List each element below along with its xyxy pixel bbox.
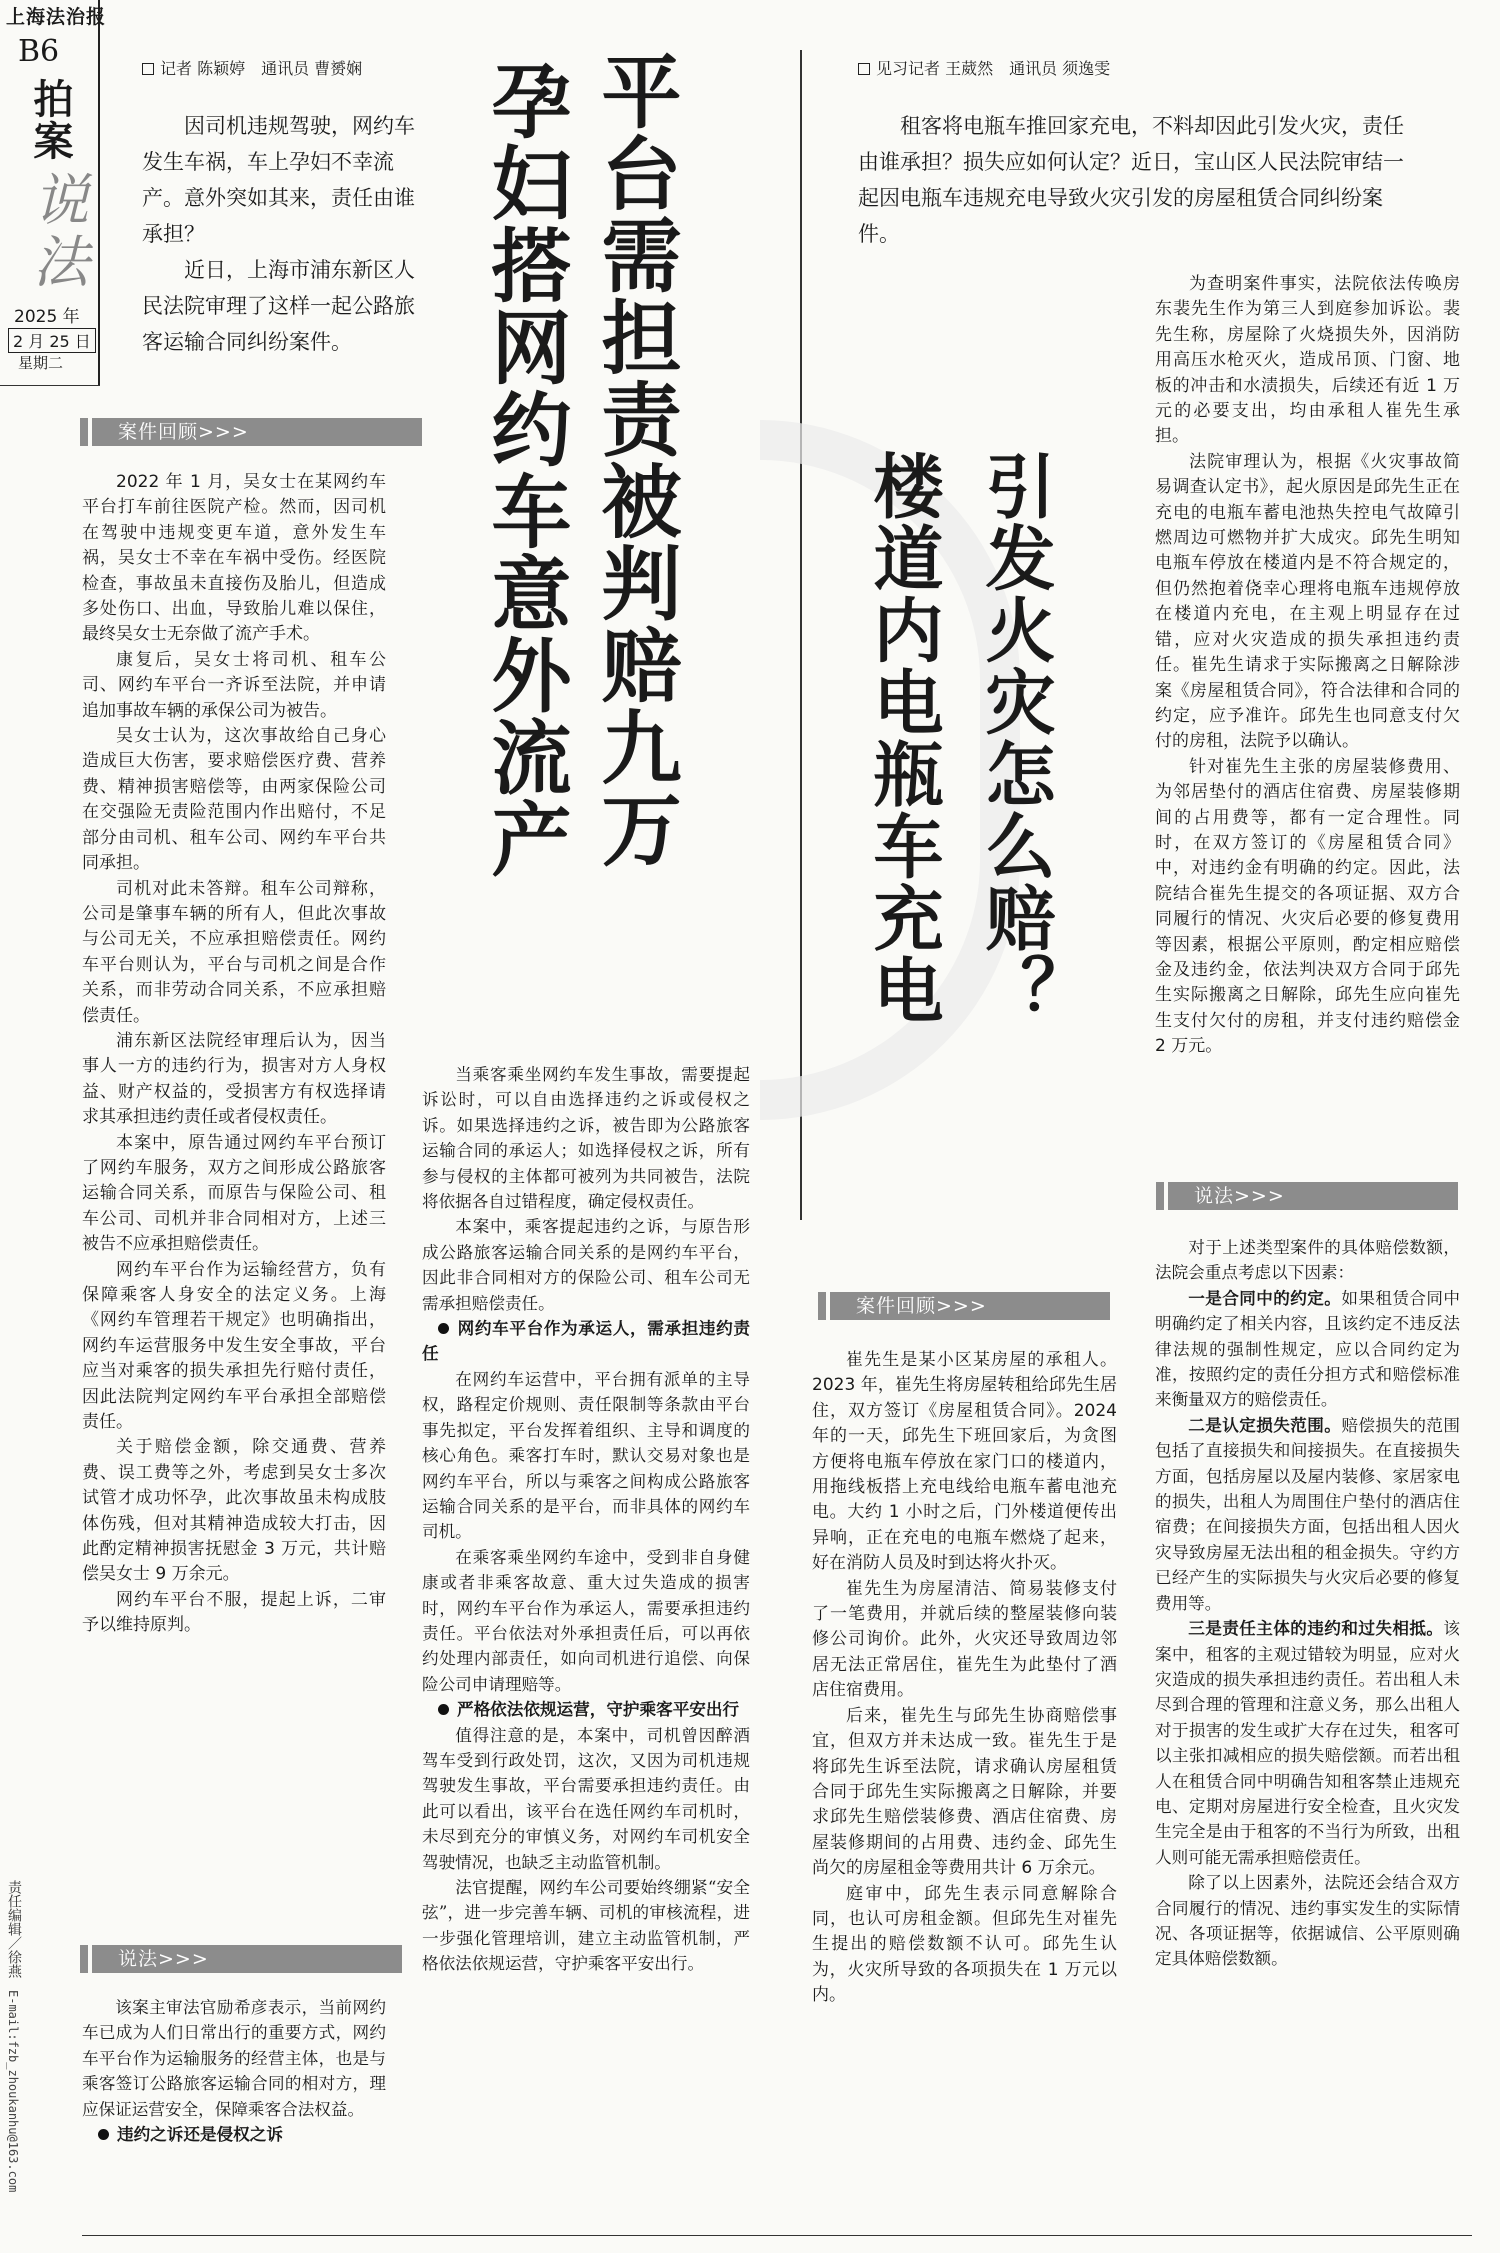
article2-continued-column: [1155, 272, 1460, 1060]
article2-section-law: 说法>>>: [1168, 1182, 1458, 1210]
article1-sub2-title: [422, 1316, 750, 1367]
article2-review-p4: 庭审中，邱先生表示同意解除合同，也认可房租金额。但邱先生对崔先生提出的赔偿数额不认可。邱先生认为，火灾所导致的各项损失在 1 万元以内。: [812, 1883, 1117, 2006]
article1-sub1-p2: 本案中，乘客提起违约之诉，与原告形成公路旅客运输合同关系的是网约车平台，因此非合同相对方的保险公司、租车公司无需承担赔偿责任。: [422, 1217, 750, 1313]
issue-date: 2 月 25 日: [8, 328, 96, 353]
article2-headline-sub: 楼道内电瓶车充电: [862, 450, 945, 1026]
article1-headline-main: 平台需担责被判赔九万: [588, 50, 682, 870]
article1-law-intro-col: [82, 1995, 386, 2147]
article1-review-p7: 网约车平台作为运输经营方，负有保障乘客人身安全的法定义务。上海《网约车管理若干规定》也明确指出，网约车运营服务中发生安全事故，平台应当对乘客的损失承担先行赔付责任，因此法院判定网约车平台承担全部赔偿责任。: [82, 1259, 386, 1433]
article1-review-column: [82, 470, 386, 1639]
bullet-icon: [98, 2129, 109, 2140]
article1-lead-p2: 近日，上海市浦东新区人民法院审理了这样一起公路旅客运输合同纠纷案件。: [142, 258, 415, 354]
article2-review-p6: 法院审理认为，根据《火灾事故简易调查认定书》，起火原因是邱先生正在充电的电瓶车蓄电池热失控电气故障引燃周边可燃物并扩大成灾。邱先生明知电瓶车停放在楼道内是不符合规定的，但仍然抱着侥幸心理将电瓶车违规停放在楼道内充电，在主观上明显存在过错，应对火灾造成的损失承担违约责任。崔先生请求于实际搬离之日解除涉案《房屋租赁合同》，符合法律和合同的约定，应予准许。邱先生也同意支付欠付的房租，法院予以确认。: [1155, 451, 1460, 752]
article1-sub1-title: [82, 2122, 386, 2147]
article1-review-p9: 网约车平台不服，提起上诉，二审予以维持原判。: [82, 1589, 386, 1636]
editor-email: E-mail:fzb_zhoukanhu@163.com: [6, 1990, 20, 2193]
article2-headline-main: 引发火灾怎么赔？: [974, 450, 1057, 1026]
masthead: [0, 0, 107, 385]
article2-byline-text: 见习记者 王葳然 通讯员 须逸雯: [876, 59, 1111, 78]
page-bottom-rule: [82, 2235, 1472, 2236]
article2-point-2-body: 赔偿损失的范围包括了直接损失和间接损失。在直接损失方面，包括房屋以及屋内装修、家居家电的损失，出租人为周围住户垫付的酒店住宿费；在间接损失方面，包括出租人因火灾导致房屋无法出租的租金损失。守约方已经产生的实际损失与火灾后必要的修复费用等。: [1155, 1415, 1461, 1613]
article1-sub2-p1: 在网约车运营中，平台拥有派单的主导权，路程定价规则、责任限制等条款由平台事先拟定，平台发挥着组织、主导和调度的核心角色。乘客打车时，默认交易对象也是网约车平台，所以与乘客之间构成公路旅客运输合同关系的是平台，而非具体的网约车司机。: [422, 1369, 750, 1542]
article1-sub3-title-text: 严格依法依规运营，守护乘客平安出行: [457, 1700, 740, 1720]
issue-year: 2025 年: [14, 307, 80, 327]
article1-review-p1: 2022 年 1 月，吴女士在某网约车平台打车前往医院产检。然而，因司机在驾驶中违规变更车道，意外发生车祸，吴女士不幸在车祸中受伤。经医院检查，事故虽未直接伤及胎儿，但造成多处伤口、出血，导致胎儿难以保住，最终吴女士无奈做了流产手术。: [82, 472, 386, 645]
bullet-icon: [438, 1704, 449, 1715]
article1-sub1-title-text: 违约之诉还是侵权之诉: [117, 2125, 283, 2145]
column-name-a: 拍案: [27, 78, 74, 162]
article1-sub1-p1: 当乘客乘坐网约车发生事故，需要提起诉讼时，可以自由选择违约之诉或侵权之诉。如果选择违约之诉，被告即为公路旅客运输合同的承运人；如选择侵权之诉，所有参与侵权的主体都可被列为共同被告，法院将依据各自过错程度，确定侵权责任。: [422, 1065, 750, 1212]
article1-lead: [142, 108, 432, 360]
article2-review-p2: 崔先生为房屋清洁、简易装修支付了一笔费用，并就后续的整屋装修向装修公司询价。此外，火灾还导致周边邻居无法正常居住，崔先生为此垫付了酒店住宿费用。: [812, 1578, 1117, 1701]
article1-sub3-p1: 值得注意的是，本案中，司机曾因醉酒驾车受到行政处罚，这次，又因为司机违规驾驶发生事故，平台需要承担违约责任。由此可以看出，该平台在选任网约车司机时，未尽到充分的审慎义务，对网约车司机安全驾驶情况，也缺乏主动监管机制。: [422, 1725, 750, 1872]
article1-sub3-p2: 法官提醒，网约车公司要始终绷紧“安全弦”，进一步完善车辆、司机的审核流程，进一步强化管理培训，建立主动监管机制，严格依法依规运营，守护乘客平安出行。: [422, 1878, 750, 1974]
article1-review-p2: 康复后，吴女士将司机、租车公司、网约车平台一齐诉至法院，并申请追加事故车辆的承保公司为被告。: [82, 649, 386, 721]
article1-review-p4: 司机对此未答辩。租车公司辩称，公司是肇事车辆的所有人，但此次事故与公司无关，不应承担赔偿责任。网约车平台则认为，平台与司机之间是合作关系，而非劳动合同关系，不应承担赔偿责任。: [82, 878, 386, 1026]
byline-box-icon: [142, 63, 154, 75]
article1-section-law: 说法>>>: [92, 1945, 402, 1973]
article2-point-1-body: 如果租赁合同中明确约定了相关内容，且该约定不违反法律法规的强制性规定，应以合同约定为准，按照约定的责任分担方式和赔偿标准来衡量双方的赔偿责任。: [1155, 1288, 1461, 1410]
article1-byline-text: 记者 陈颖婷 通讯员 曹赟娴: [160, 59, 363, 78]
article2-review-column: [812, 1348, 1117, 2009]
article1-law-column: [422, 1062, 750, 1977]
article2-section-review: 案件回顾>>>: [830, 1292, 1110, 1320]
issue-weekday: 星期二: [18, 354, 64, 372]
article2-byline: [858, 56, 1110, 79]
article1-review-p5: 浦东新区法院经审理后认为，因当事人一方的违约行为，损害对方人身权益、财产权益的，受损害方有权选择请求其承担违约责任或者侵权责任。: [82, 1030, 386, 1128]
article2-law-intro: 对于上述类型案件的具体赔偿数额，法院会重点考虑以下因素：: [1155, 1238, 1460, 1283]
column-name-b: 说法: [24, 170, 89, 294]
article2-point-2: [1155, 1413, 1460, 1616]
article2-point-1-head: 一是合同中的约定。: [1188, 1287, 1342, 1308]
article2-point-3: [1155, 1616, 1460, 1870]
article2-closing: 除了以上因素外，法院还会结合双方合同履行的情况、违约事实发生的实际情况、各项证据等，依据诚信、公平原则确定具体赔偿数额。: [1155, 1873, 1460, 1969]
article2-law-column: [1155, 1235, 1460, 1972]
article1-review-p3: 吴女士认为，这次事故给自己身心造成巨大伤害，要求赔偿医疗费、营养费、精神损害赔偿等，由两家保险公司在交强险无责险范围内作出赔付，不足部分由司机、租车公司、网约车平台共同承担。: [82, 726, 386, 874]
page-number: B6: [18, 34, 60, 69]
article2-lead-p1: 租客将电瓶车推回家充电，不料却因此引发火灾，责任由谁承担？损失应如何认定？近日，宝山区人民法院审结一起因电瓶车违规充电导致火灾引发的房屋租赁合同纠纷案件。: [858, 114, 1404, 246]
article1-sub3-title: [422, 1697, 750, 1722]
article2-review-p3: 后来，崔先生与邱先生协商赔偿事宜，但双方并未达成一致。崔先生于是将邱先生诉至法院，请求确认房屋租赁合同于邱先生实际搬离之日解除，并要求邱先生赔偿装修费、酒店住宿费、房屋装修期间的占用费、违约金、邱先生尚欠的房屋租金等费用共计 6 万余元。: [812, 1705, 1117, 1879]
article2-review-p5: 为查明案件事实，法院依法传唤房东裴先生作为第三人到庭参加诉讼。裴先生称，房屋除了火烧损失外，因消防用高压水枪灭火，造成吊顶、门窗、地板的冲击和水渍损失，后续还有近 1 万元的必要支出，均由承租人崔先生承担。: [1155, 274, 1460, 447]
article1-sub2-title-text: 网约车平台作为承运人，需承担违约责任: [422, 1319, 750, 1364]
article2-point-3-body: 该案中，租客的主观过错较为明显，应对火灾造成的损失承担违约责任。若出租人未尽到合理的管理和注意义务，那么出租人对于损害的发生或扩大存在过失，租客可以主张扣减相应的损失赔偿额。而若出租人在租赁合同中明确告知租客禁止违规充电、定期对房屋进行安全检查，且火灾发生完全是由于租客的不当行为所致，出租人则可能无需承担赔偿责任。: [1155, 1619, 1460, 1867]
article2-review-p7: 针对崔先生主张的房屋装修费用、为邻居垫付的酒店住宿费、房屋装修期间的占用费等，都有一定合理性。同时，在双方签订的《房屋租赁合同》中，对违约金有明确的约定。因此，法院结合崔先生提交的各项证据、双方合同履行的情况、火灾后必要的修复费用等因素，根据公平原则，酌定相应赔偿金及违约金，依法判决双方合同于邱先生实际搬离之日解除，邱先生应向崔先生支付欠付的房租，并支付违约赔偿金 2 万元。: [1155, 756, 1460, 1057]
editor-credit: 责任编辑／徐燕: [6, 1880, 22, 1978]
article1-sub2-p2: 在乘客乘坐网约车途中，受到非自身健康或者非乘客故意、重大过失造成的损害时，网约车平台作为承运人，需要承担违约责任。平台依法对外承担责任后，可以再依约处理内部责任，如向司机进行追偿、向保险公司申请理赔等。: [422, 1547, 750, 1694]
article1-review-p8: 关于赔偿金额，除交通费、营养费、误工费等之外，考虑到吴女士多次试管才成功怀孕，此次事故虽未构成肢体伤残，但对其精神造成较大打击，因此酌定精神损害抚慰金 3 万元，共计赔偿吴女士 9 万余元。: [82, 1437, 386, 1585]
article2-point-3-head: 三是责任主体的违约和过失相抵。: [1188, 1618, 1444, 1639]
article1-review-p6: 本案中，原告通过网约车平台预订了网约车服务，双方之间形成公路旅客运输合同关系，而原告与保险公司、租车公司、司机并非合同相对方，上述三被告不应承担赔偿责任。: [82, 1132, 386, 1255]
article2-lead: [858, 108, 1418, 252]
bullet-icon: [438, 1323, 449, 1334]
article1-section-review: 案件回顾>>>: [92, 418, 422, 446]
article1-lead-p1: 因司机违规驾驶，网约车发生车祸，车上孕妇不幸流产。意外突如其来，责任由谁承担？: [142, 114, 415, 246]
article2-point-2-head: 二是认定损失范围。: [1188, 1414, 1342, 1435]
article2-point-1: [1155, 1286, 1460, 1413]
article2-review-p1: 崔先生是某小区某房屋的承租人。2023 年，崔先生将房屋转租给邱先生居住，双方签订《房屋租赁合同》。2024 年的一天，邱先生下班回家后，为贪图方便将电瓶车停放在家门口的楼道内，用拖线板搭上充电线给电瓶车蓄电池充电。大约 1 小时之后，门外楼道便传出异响，正在充电的电瓶车燃烧了起来，好在消防人员及时到达将火扑灭。: [812, 1350, 1117, 1574]
byline-box-icon: [858, 63, 870, 75]
article1-headline-sub: 孕妇搭网约车意外流产: [478, 60, 572, 880]
article1-byline: [142, 56, 362, 79]
paper-name: 上海法治报: [6, 6, 107, 28]
article1-law-intro: 该案主审法官励希彦表示，当前网约车已成为人们日常出行的重要方式，网约车平台作为运输服务的经营主体，也是与乘客签订公路旅客运输合同的相对方，理应保证运营安全，保障乘客合法权益。: [82, 1998, 386, 2119]
masthead-rule: [0, 385, 100, 386]
